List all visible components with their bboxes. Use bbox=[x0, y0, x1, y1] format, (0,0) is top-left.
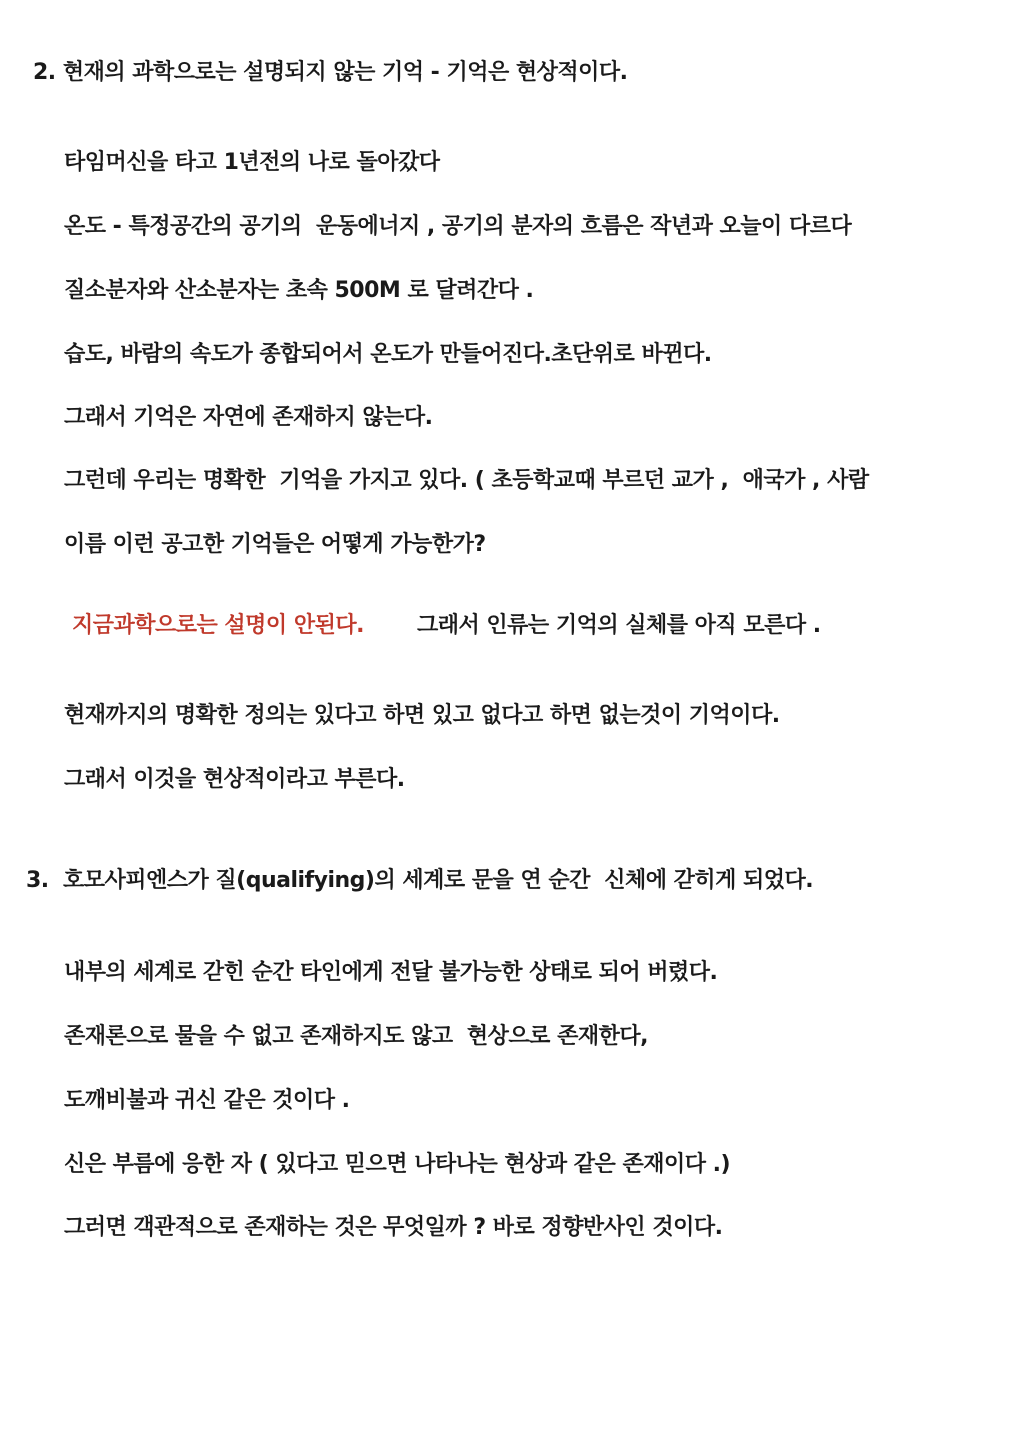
section3-line-2: 존재론으로 물을 수 없고 존재하지도 않고 현상으로 존재한다, bbox=[64, 1024, 648, 1049]
highlight-text: 지금과학으로는 설명이 안된다. bbox=[72, 613, 364, 638]
section2-line-2: 온도 - 특정공간의 공기의 운동에너지 , 공기의 분자의 흐름은 작년과 오늘이 다르다 bbox=[64, 214, 852, 239]
section3-line-4: 신은 부름에 응한 자 ( 있다고 믿으면 나타나는 현상과 같은 존재이다 .) bbox=[64, 1152, 731, 1177]
section2-line-6: 그런데 우리는 명확한 기억을 가지고 있다. ( 초등학교때 부르던 교가 , 애국가 , 사람 bbox=[64, 468, 869, 493]
section2-line-7: 이름 이런 공고한 기억들은 어떻게 가능한가? bbox=[64, 532, 486, 557]
section2-heading: 2. 현재의 과학으로는 설명되지 않는 기억 - 기억은 현상적이다. bbox=[33, 60, 628, 85]
section2-line-5: 그래서 기억은 자연에 존재하지 않는다. bbox=[64, 405, 433, 430]
section3-line-1: 내부의 세계로 갇힌 순간 타인에게 전달 불가능한 상태로 되어 버렸다. bbox=[64, 960, 718, 985]
section2-line-1: 타임머신을 타고 1년전의 나로 돌아갔다 bbox=[64, 150, 440, 175]
section2-line-4: 습도, 바람의 속도가 종합되어서 온도가 만들어진다.초단위로 바뀐다. bbox=[64, 342, 712, 367]
section3-line-3: 도깨비불과 귀신 같은 것이다 . bbox=[64, 1088, 350, 1113]
section3-line-5: 그러면 객관적으로 존재하는 것은 무엇일까 ? 바로 정향반사인 것이다. bbox=[64, 1215, 723, 1240]
section3-heading: 3. 호모사피엔스가 질(qualifying)의 세계로 문을 연 순간 신체에 갇히게 되었다. bbox=[26, 868, 814, 893]
section2-line-9: 그래서 이것을 현상적이라고 부른다. bbox=[64, 767, 405, 792]
highlight-rest-text: 그래서 인류는 기억의 실체를 아직 모른다 . bbox=[417, 613, 821, 638]
section2-line-8: 현재까지의 명확한 정의는 있다고 하면 있고 없다고 하면 없는것이 기억이다. bbox=[64, 703, 780, 728]
section2-line-3: 질소분자와 산소분자는 초속 500M 로 달려간다 . bbox=[64, 278, 534, 303]
